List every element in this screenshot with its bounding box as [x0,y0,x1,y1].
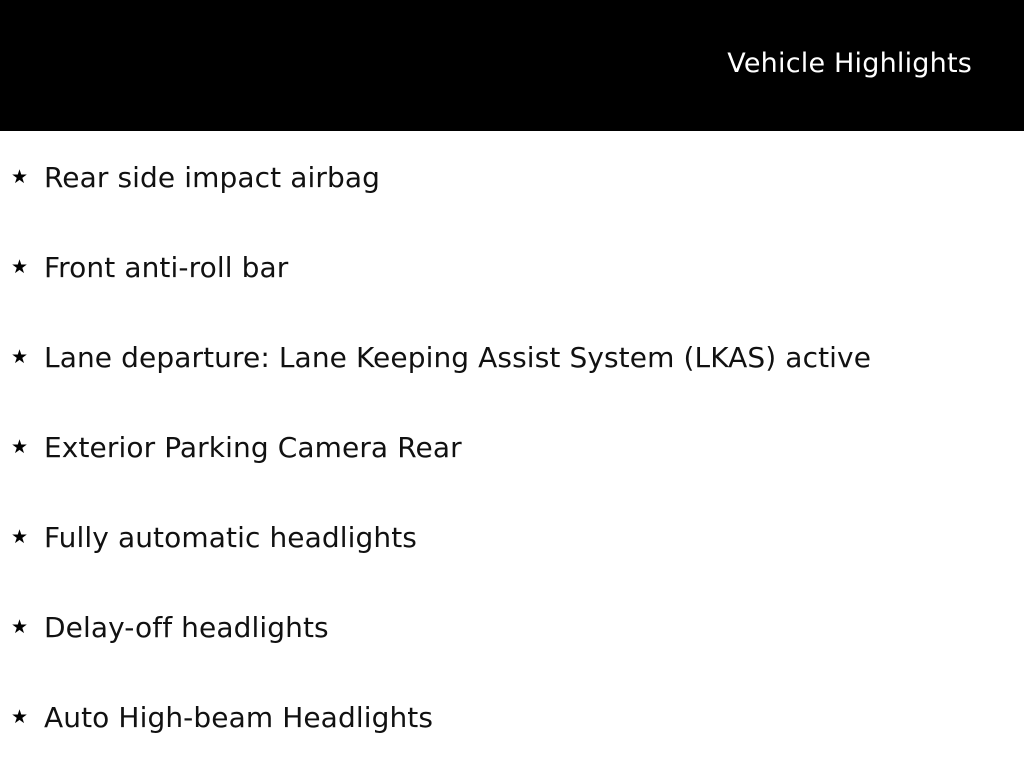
star-icon: ★ [11,166,29,188]
list-item [0,431,1000,471]
star-icon: ★ [11,616,29,638]
highlight-label: Exterior Parking Camera Rear [44,431,462,464]
list-item [0,341,1000,381]
highlight-label: Delay-off headlights [44,611,329,644]
star-icon: ★ [11,436,29,458]
header-bar [0,0,1024,131]
highlight-label: Auto High-beam Headlights [44,701,434,734]
star-icon: ★ [11,526,29,548]
highlight-label: Fully automatic headlights [44,521,417,554]
page-title: Vehicle Highlights [727,48,972,79]
list-item [0,161,1000,201]
list-item [0,611,1000,651]
list-item [0,251,1000,291]
highlight-label: Front anti-roll bar [44,251,289,284]
star-icon: ★ [11,706,29,728]
list-item [0,521,1000,561]
highlight-label: Rear side impact airbag [44,161,380,194]
highlight-label: Lane departure: Lane Keeping Assist System (LKAS) active [44,341,872,374]
star-icon: ★ [11,346,29,368]
star-icon: ★ [11,256,29,278]
list-item [0,701,1000,741]
